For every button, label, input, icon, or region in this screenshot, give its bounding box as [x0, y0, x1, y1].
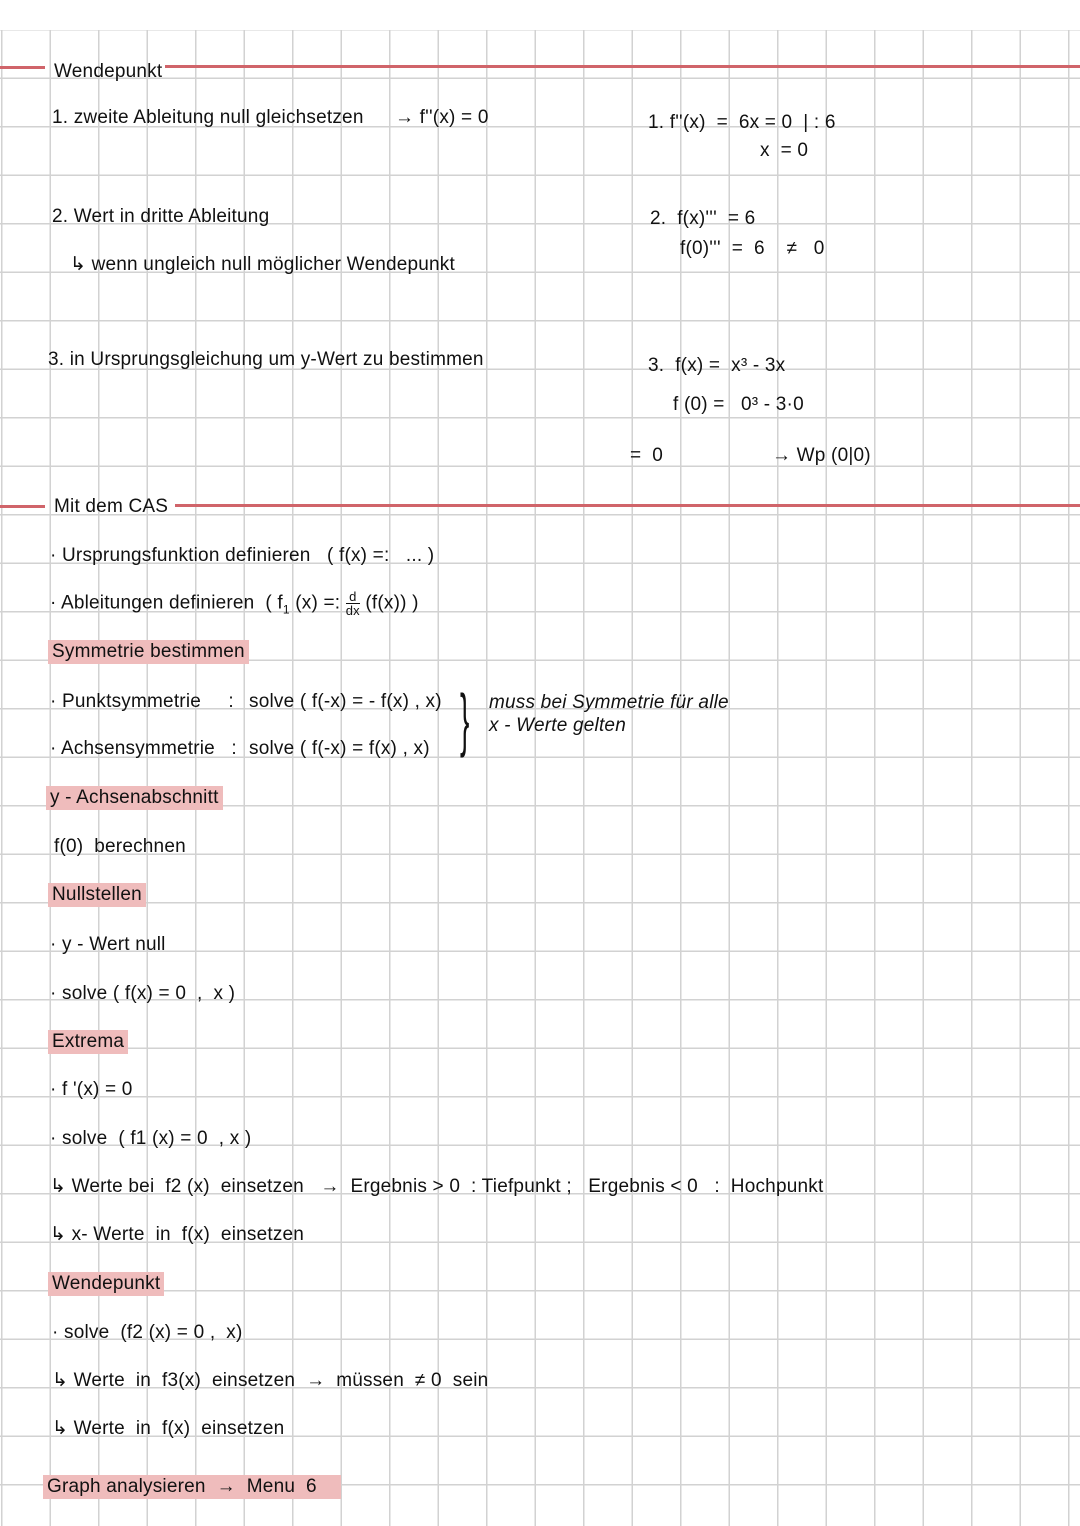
note-line: · f '(x) = 0: [50, 1079, 133, 1100]
section-title: Mit dem CAS: [54, 496, 169, 517]
heading-zeros: Nullstellen: [48, 883, 146, 907]
note-line: ↳ Werte bei f2 (x) einsetzen → Ergebnis > 0 : Tiefpunkt ; Ergebnis < 0 : Hochpunkt: [50, 1176, 824, 1197]
derivative-fraction: [346, 590, 360, 617]
heading-symmetry: Symmetrie bestimmen: [48, 640, 249, 664]
subscript: 1: [282, 602, 290, 617]
note-line: · solve (f2 (x) = 0 , x): [52, 1322, 243, 1343]
section-divider: [0, 66, 45, 69]
heading-y-intercept: y - Achsenabschnitt: [46, 786, 223, 810]
example-result: → Wp (0|0): [772, 445, 871, 466]
step-1-note: → f''(x) = 0: [395, 107, 489, 128]
brace-icon: }: [460, 680, 470, 758]
numerator: d: [346, 590, 360, 604]
step-2: 2. Wert in dritte Ableitung: [52, 206, 270, 227]
example-line: 3. f(x) = x³ - 3x: [648, 355, 786, 376]
note-line: · y - Wert null: [50, 934, 166, 955]
heading-extrema: Extrema: [48, 1030, 128, 1054]
axis-symmetry-formula: solve ( f(-x) = f(x) , x): [249, 738, 430, 759]
text: · Ableitungen definieren ( f: [50, 592, 283, 614]
note-line: ↳ Werte in f3(x) einsetzen → müssen ≠ 0 sein: [52, 1370, 489, 1391]
example-line: x = 0: [760, 140, 809, 161]
step-3: 3. in Ursprungsgleichung um y-Wert zu bestimmen: [48, 349, 484, 370]
denominator: dx: [345, 603, 360, 618]
text: (x) =:: [289, 592, 346, 614]
text: (f(x)) ): [359, 592, 419, 614]
point-symmetry-formula: solve ( f(-x) = - f(x) , x): [249, 691, 442, 712]
section-title: Wendepunkt: [54, 61, 163, 82]
step-1: 1. zweite Ableitung null gleichsetzen: [52, 107, 364, 128]
note-line: · solve ( f(x) = 0 , x ): [50, 983, 236, 1004]
example-line: 1. f''(x) = 6x = 0 | : 6: [648, 112, 836, 133]
example-line: f(0)''' = 6 ≠ 0: [680, 238, 825, 259]
axis-symmetry-label: · Achsensymmetrie :: [50, 738, 237, 759]
note-line: ↳ x- Werte in f(x) einsetzen: [50, 1224, 305, 1245]
section-divider: [165, 65, 1080, 68]
section-divider: [0, 505, 45, 508]
example-line: f (0) = 0³ - 3·0: [673, 394, 804, 415]
define-function: · Ursprungsfunktion definieren ( f(x) =: ... ): [50, 545, 435, 566]
note-line: · solve ( f1 (x) = 0 , x ): [50, 1128, 252, 1149]
step-2-note: ↳ wenn ungleich null möglicher Wendepunkt: [70, 254, 455, 275]
note-line: f(0) berechnen: [54, 836, 186, 857]
symmetry-note: muss bei Symmetrie für alle: [489, 692, 729, 713]
symmetry-note: x - Werte gelten: [489, 715, 626, 736]
example-line: 2. f(x)''' = 6: [650, 208, 756, 229]
define-derivatives: [50, 590, 419, 621]
note-line: ↳ Werte in f(x) einsetzen: [52, 1418, 285, 1439]
section-divider: [175, 504, 1080, 507]
point-symmetry-label: · Punktsymmetrie :: [50, 691, 234, 712]
heading-inflection: Wendepunkt: [48, 1272, 164, 1296]
example-line: = 0: [630, 445, 664, 466]
heading-graph-analysis: Graph analysieren → Menu 6: [43, 1475, 341, 1499]
